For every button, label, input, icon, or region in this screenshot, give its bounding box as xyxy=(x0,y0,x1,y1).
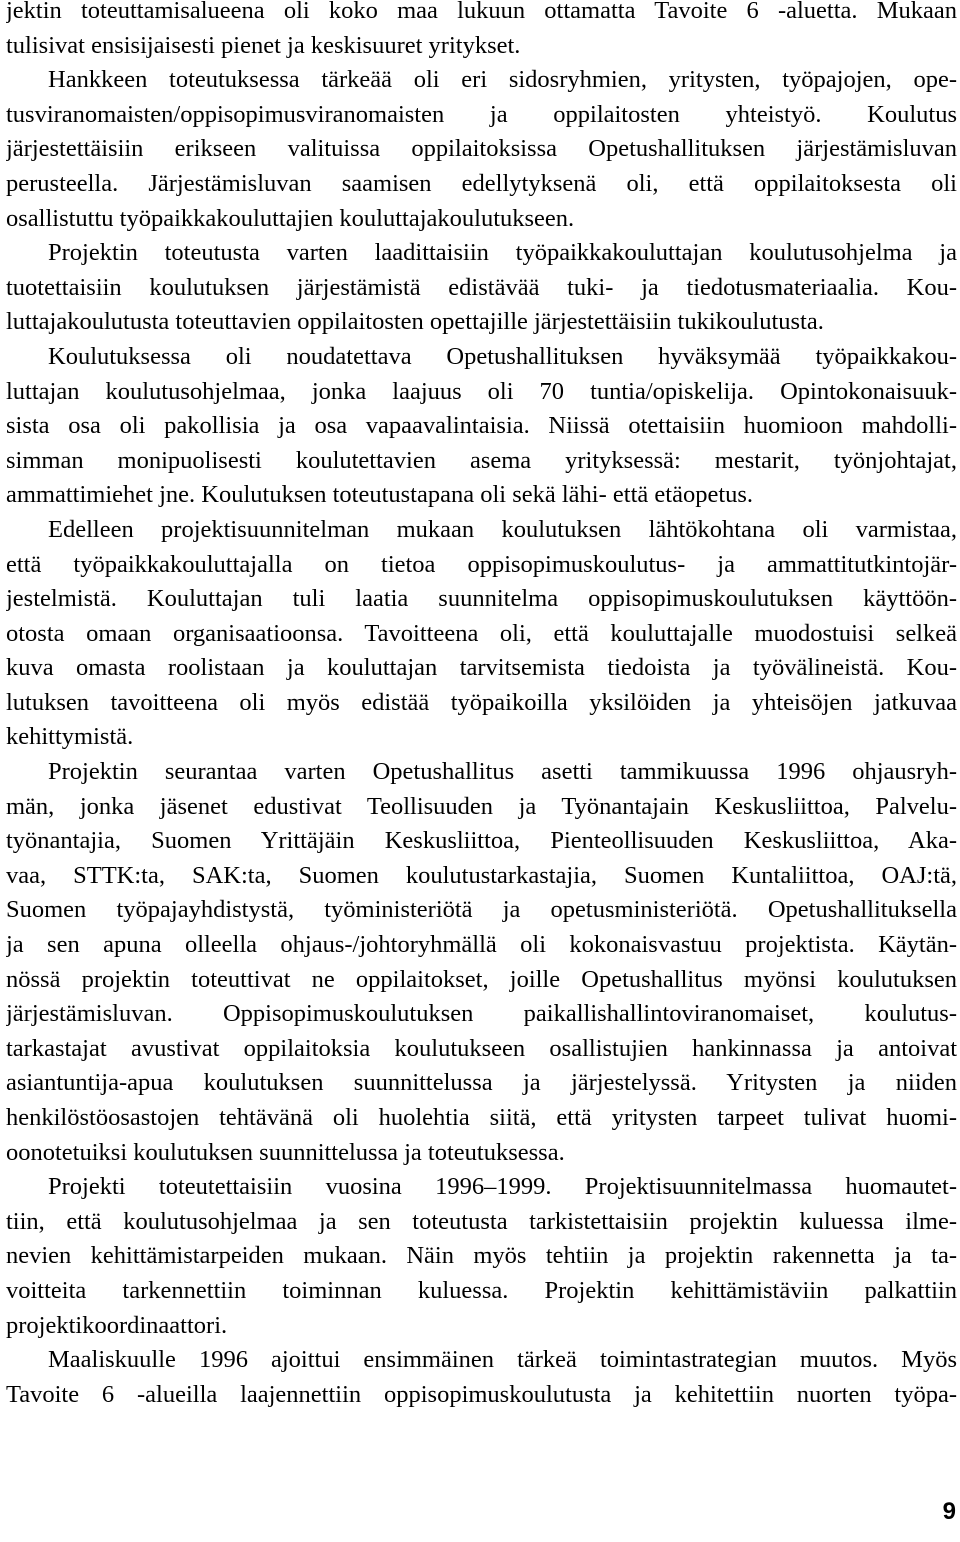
text-line: henkilöstöosastojen tehtävänä oli huolehtia siitä, että yritysten tarpeet tulivat huomi- xyxy=(6,1104,957,1131)
text-line: asiantuntija-apua koulutuksen suunnittelussa ja järjestelyssä. Yritysten ja niiden xyxy=(6,1069,957,1097)
text-line: osallistuttu työpaikkakouluttajien kouluttajakoulutukseen. xyxy=(6,204,575,232)
paragraph xyxy=(6,63,957,236)
text-line: jektin toteuttamisalueena oli koko maa lukuun ottamatta Tavoite 6 -aluetta. Mukaan xyxy=(6,0,957,24)
text-line: ammattimiehet jne. Koulutuksen toteutustapana oli sekä lähi- että etäopetus. xyxy=(6,481,754,509)
text-line: Suomen työpajayhdistystä, työministeriötä ja opetusministeriötä. Opetushallituksella xyxy=(6,896,957,924)
text-line: perusteella. Järjestämisluvan saamisen edellytyksenä oli, että oppilaitoksesta oli xyxy=(6,169,957,197)
text-line: otosta omaan organisaatioonsa. Tavoitteena oli, että kouluttajalle muodostuisi selkeä xyxy=(6,619,957,647)
text-line: Projektin seurantaa varten Opetushallitus asetti tammikuussa 1996 ohjausryh- xyxy=(48,758,957,786)
text-line: tusviranomaisten/oppisopimusviranomaisten ja oppilaitosten yhteistyö. Koulutus xyxy=(6,100,957,128)
paragraph xyxy=(6,236,957,340)
page-number: 9 xyxy=(942,1498,956,1525)
text-line: kehittymistä. xyxy=(6,723,134,751)
text-line: tarkastajat avustivat oppilaitoksia koulutukseen osallistujien hankinnassa ja antoivat xyxy=(6,1034,957,1062)
text-line: kuva omasta roolistaan ja kouluttajan tarvitsemista tiedoista ja työvälineistä. Kou- xyxy=(6,654,957,682)
text-line: Koulutuksessa oli noudatettava Opetushallituksen hyväksymää työpaikkakou- xyxy=(48,342,957,370)
text-line: Projekti toteutettaisiin vuosina 1996–1999. Projektisuunnitelmassa huomautet- xyxy=(48,1173,957,1201)
text-line: työnantajia, Suomen Yrittäjäin Keskusliittoa, Pienteollisuuden Keskusliittoa, Aka- xyxy=(6,827,957,855)
paragraph xyxy=(6,513,957,755)
text-line: projektikoordinaattori. xyxy=(6,1311,228,1339)
text-line: ja sen apuna olleella ohjaus-/johtoryhmällä oli kokonaisvastuu projektista. Käytän- xyxy=(6,931,957,959)
text-line: tuotettaisiin koulutuksen järjestämistä edistävää tuki- ja tiedotusmateriaalia. Kou- xyxy=(6,273,957,301)
text-line: tulisivat ensisijaisesti pienet ja keskisuuret yritykset. xyxy=(6,31,521,59)
text-line: Projektin toteutusta varten laadittaisiin työpaikkakouluttajan koulutusohjelma ja xyxy=(48,239,957,267)
text-line: että työpaikkakouluttajalla on tietoa oppisopimuskoulutus- ja ammattitutkintojär- xyxy=(6,550,957,578)
text-line: luttajakoulutusta toteuttavien oppilaitosten opettajille järjestettäisiin tukikoulutusta. xyxy=(6,308,824,336)
paragraph xyxy=(6,755,957,1170)
text-line: män, jonka jäsenet edustivat Teollisuuden ja Työnantajain Keskusliittoa, Palvelu- xyxy=(6,792,957,820)
text-line: jestelmistä. Kouluttajan tuli laatia suunnitelma oppisopimuskoulutuksen käyttöön- xyxy=(6,585,957,613)
text-line: luttajan koulutusohjelmaa, jonka laajuus oli 70 tuntia/opiskelija. Opintokonaisuuk- xyxy=(6,377,957,405)
text-line: oonotetuiksi koulutuksen suunnittelussa ja toteutuksessa. xyxy=(6,1138,565,1166)
text-line: järjestämisluvan. Oppisopimuskoulutuksen paikallishallintoviranomaiset, koulutus- xyxy=(6,1000,957,1028)
text-line: Maaliskuulle 1996 ajoittui ensimmäinen tärkeä toimintastrategian muutos. Myös xyxy=(48,1346,957,1374)
text-line: vaa, STTK:ta, SAK:ta, Suomen koulutustarkastajia, Suomen Kuntaliittoa, OAJ:tä, xyxy=(6,861,957,889)
text-line: Edelleen projektisuunnitelman mukaan koulutuksen lähtökohtana oli varmistaa, xyxy=(48,515,957,543)
text-line: tiin, että koulutusohjelmaa ja sen toteutusta tarkistettaisiin projektin kuluessa ilme- xyxy=(6,1207,957,1235)
text-line: voitteita tarkennettiin toiminnan kuluessa. Projektin kehittämistäviin palkattiin xyxy=(6,1276,957,1304)
paragraph xyxy=(6,340,957,513)
text-line: simman monipuolisesti koulutettavien asema yrityksessä: mestarit, työnjohtajat, xyxy=(6,446,957,474)
text-line: Hankkeen toteutuksessa tärkeää oli eri sidosryhmien, yritysten, työpajojen, ope- xyxy=(48,66,957,94)
text-line: järjestettäisiin erikseen valituissa oppilaitoksissa Opetushallituksen järjestämisluvan xyxy=(6,135,957,163)
text-line: Tavoite 6 -alueilla laajennettiin oppisopimuskoulutusta ja kehitettiin nuorten työpa- xyxy=(6,1380,957,1408)
text-line: lutuksen tavoitteena oli myös edistää työpaikoilla yksilöiden ja yhteisöjen jatkuvaa xyxy=(6,688,957,716)
text-line: nössä projektin toteuttivat ne oppilaitokset, joille Opetushallitus myönsi koulutuksen xyxy=(6,965,957,993)
paragraph xyxy=(6,1170,957,1343)
paragraph xyxy=(6,0,957,63)
text-line: sista osa oli pakollisia ja osa vapaavalintaisia. Niissä otettaisiin huomioon mahdolli- xyxy=(6,412,957,440)
paragraph xyxy=(6,1343,957,1412)
text-line: nevien kehittämistarpeiden mukaan. Näin myös tehtiin ja projektin rakennetta ja ta- xyxy=(6,1242,957,1270)
